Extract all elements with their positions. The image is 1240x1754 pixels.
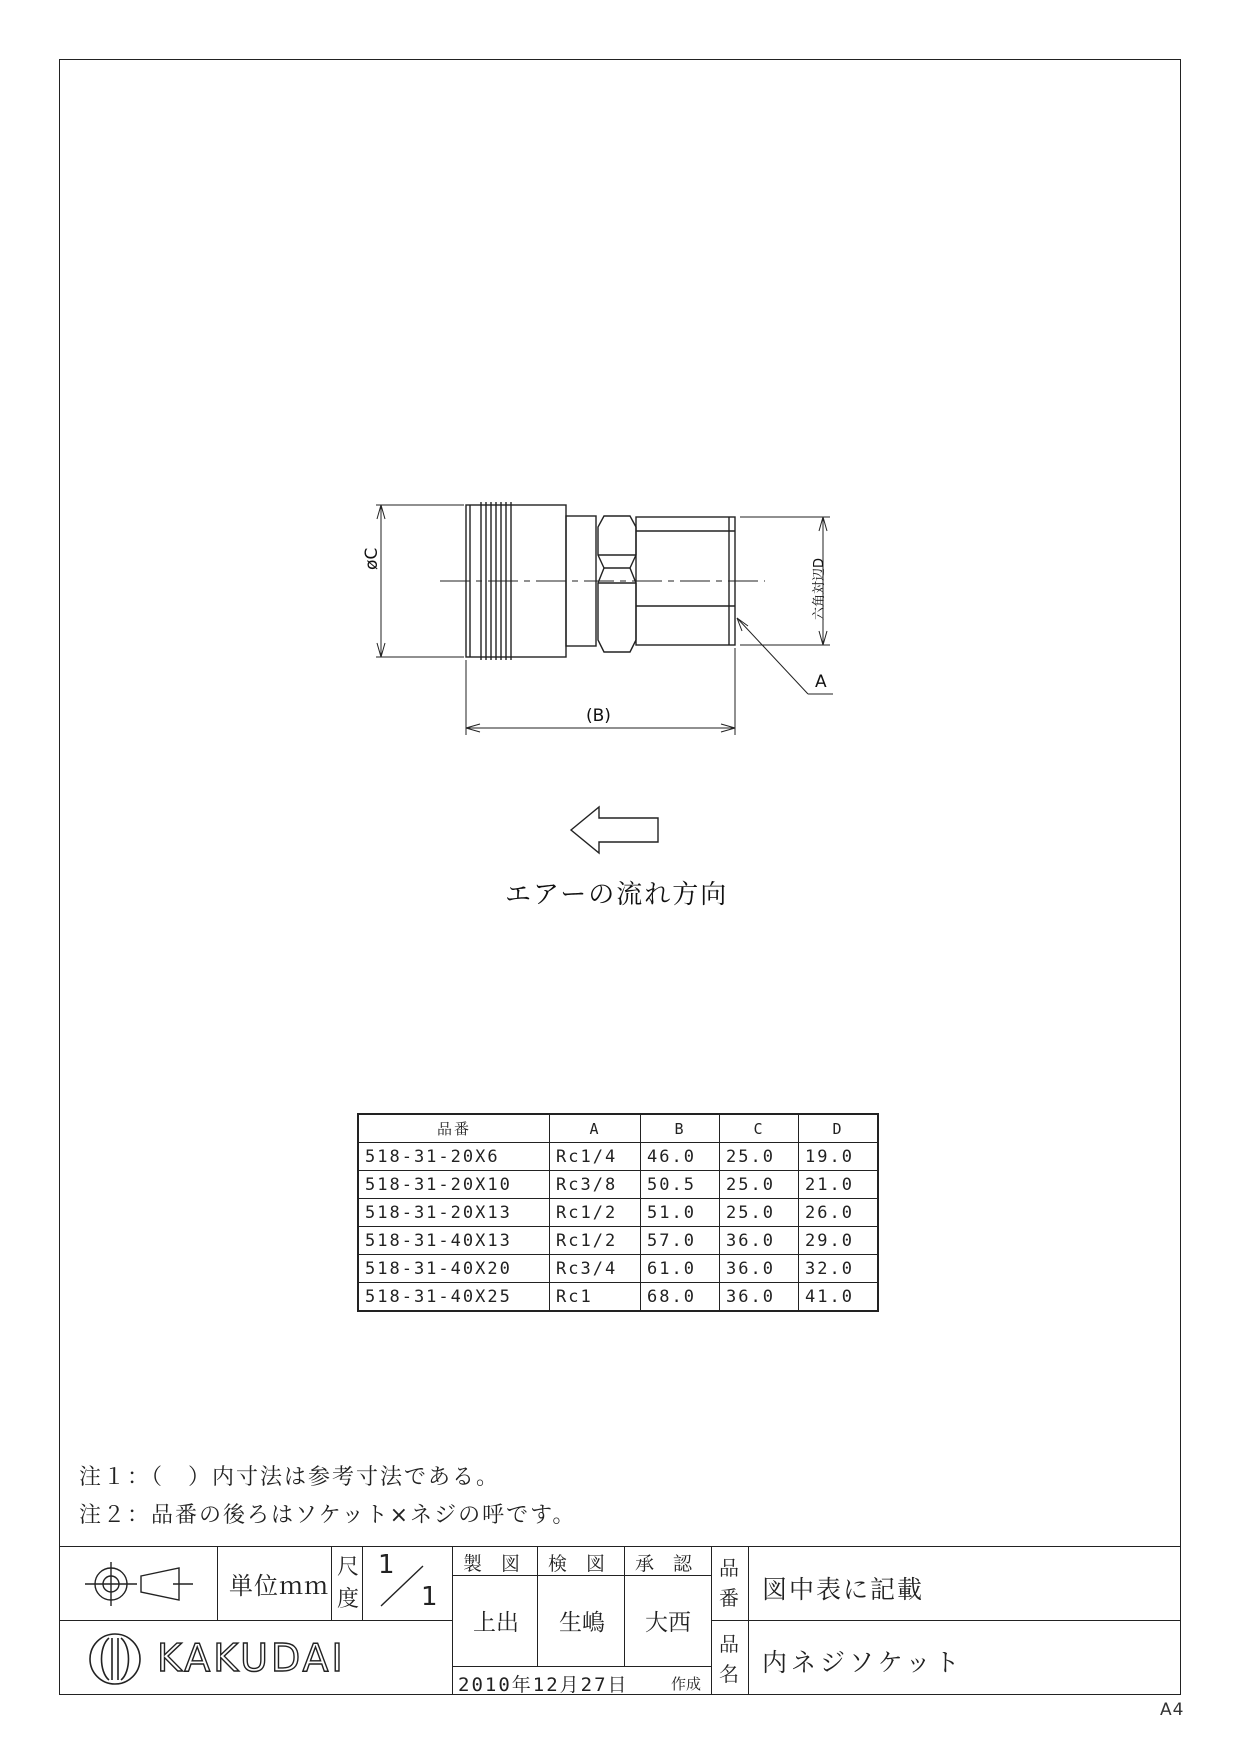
cell-b: 57.0: [641, 1227, 720, 1255]
part-name-label-1: 品: [719, 1632, 739, 1656]
table-row: [358, 1283, 878, 1312]
cell-a: Rc3/8: [550, 1171, 641, 1199]
cell-d: 32.0: [799, 1255, 879, 1283]
cell-c: 36.0: [720, 1255, 799, 1283]
part-name-value: 内ネジソケット: [762, 1648, 964, 1677]
dim-d-label: 六角対辺D: [812, 557, 827, 620]
cell-a: Rc3/4: [550, 1255, 641, 1283]
cell-part-no: 518-31-40X25: [358, 1283, 550, 1312]
date: 2010年12月27日: [458, 1674, 629, 1696]
col-header-part-no: 品番: [358, 1114, 550, 1143]
cell-b: 61.0: [641, 1255, 720, 1283]
title-block: [59, 1546, 1181, 1695]
hex-nut: [598, 516, 636, 652]
flow-caption: エアーの流れ方向: [505, 880, 729, 910]
date-suffix: 作成: [671, 1675, 702, 1693]
sheet-size-label: A4: [1160, 1700, 1185, 1720]
spec-table: [357, 1113, 879, 1312]
approved-label: 承 認: [635, 1553, 693, 1575]
part-no-label-1: 品: [719, 1556, 739, 1580]
cell-c: 36.0: [720, 1283, 799, 1312]
checked-by: 生嶋: [559, 1610, 605, 1636]
cell-a: Rc1/2: [550, 1199, 641, 1227]
cell-part-no: 518-31-20X13: [358, 1199, 550, 1227]
cell-a: Rc1/4: [550, 1143, 641, 1171]
part-no-label-2: 番: [719, 1586, 739, 1610]
drawn-by: 上出: [473, 1610, 519, 1636]
scale-numerator: 1: [378, 1550, 395, 1580]
cell-b: 51.0: [641, 1199, 720, 1227]
scale-label-2: 度: [337, 1587, 360, 1612]
approved-by: 大西: [645, 1610, 691, 1636]
table-header-row: [358, 1114, 878, 1143]
cell-c: 25.0: [720, 1199, 799, 1227]
cell-d: 41.0: [799, 1283, 879, 1312]
cell-part-no: 518-31-20X6: [358, 1143, 550, 1171]
scale-denominator: 1: [421, 1582, 438, 1612]
col-header-c: C: [720, 1114, 799, 1143]
cell-b: 68.0: [641, 1283, 720, 1312]
cell-part-no: 518-31-20X10: [358, 1171, 550, 1199]
cell-d: 21.0: [799, 1171, 879, 1199]
cell-c: 25.0: [720, 1143, 799, 1171]
col-header-d: D: [799, 1114, 879, 1143]
cell-c: 36.0: [720, 1227, 799, 1255]
dim-b-label: (B): [586, 706, 611, 726]
table-row: [358, 1143, 878, 1171]
unit-label: 単位ｍｍ: [229, 1572, 329, 1600]
col-header-a: A: [550, 1114, 641, 1143]
cell-c: 25.0: [720, 1171, 799, 1199]
note-2: 注２：品番の後ろはソケット×ネジの呼です。: [79, 1503, 577, 1528]
cell-d: 19.0: [799, 1143, 879, 1171]
table-row: [358, 1199, 878, 1227]
part-no-value: 図中表に記載: [762, 1575, 925, 1604]
third-angle-projection-icon: [79, 1560, 199, 1608]
cell-d: 26.0: [799, 1199, 879, 1227]
company-name: KAKUDAI: [157, 1636, 346, 1680]
cell-a: Rc1/2: [550, 1227, 641, 1255]
cell-d: 29.0: [799, 1227, 879, 1255]
left-arrow-icon: [571, 807, 658, 853]
part-name-label-2: 名: [719, 1662, 739, 1686]
scale-label-1: 尺: [337, 1555, 360, 1580]
kakudai-logo-icon: [87, 1632, 143, 1686]
table-row: [358, 1255, 878, 1283]
table-row: [358, 1171, 878, 1199]
cell-part-no: 518-31-40X13: [358, 1227, 550, 1255]
checked-label: 検 図: [548, 1553, 606, 1575]
note-1: 注１：（ ）内寸法は参考寸法である。: [79, 1465, 501, 1490]
dim-c-label: øC: [362, 547, 382, 570]
cell-part-no: 518-31-40X20: [358, 1255, 550, 1283]
cell-b: 50.5: [641, 1171, 720, 1199]
cell-a: Rc1: [550, 1283, 641, 1312]
label-a: A: [815, 672, 827, 692]
table-row: [358, 1227, 878, 1255]
col-header-b: B: [641, 1114, 720, 1143]
cell-b: 46.0: [641, 1143, 720, 1171]
drawn-label: 製 図: [463, 1553, 521, 1575]
